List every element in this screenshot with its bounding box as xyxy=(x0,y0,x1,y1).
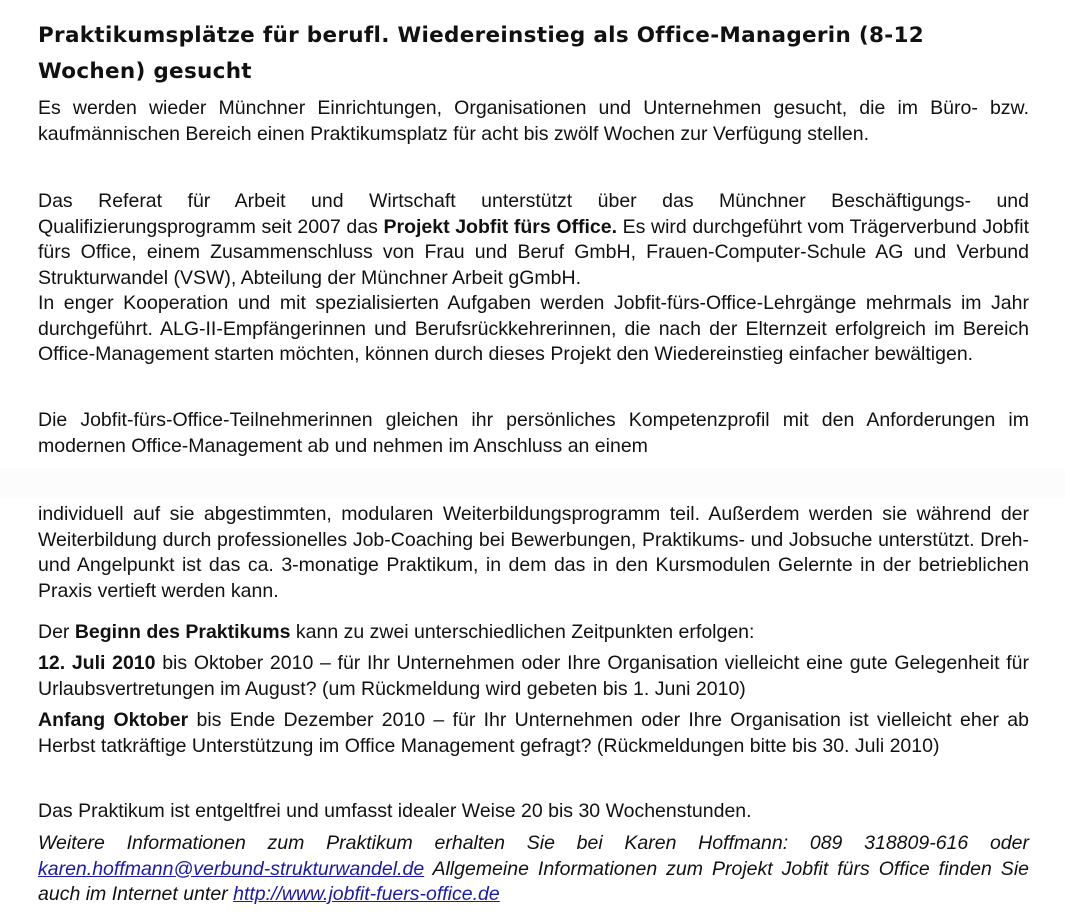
intro-paragraph: Es werden wieder Münchner Einrichtungen, Organisationen und Unternehmen gesucht, die im Büro- bzw. kaufmännischen Bereich einen Praktikumsplatz für acht bis zwölf Wochen zur Verfügung stellen. xyxy=(38,97,1029,145)
option-october-text: bis Ende Dezember 2010 – für Ihr Unternehmen oder Ihre Organisation ist vielleicht eher ab Herbst tatkräftige Unterstützung im Office Management gefragt? (Rückmeldungen bitte bis 30. Juli 2010) xyxy=(38,709,1029,757)
referat-text-after: Es wird durchgeführt vom Trägerverbund Jobfit fürs Office, einem Zusammenschluss von Frau und Beruf GmbH, Frauen-Computer-Schule AG und Verbund Strukturwandel (VSW), Abteilung der Münchner Arbeit gGmbH. xyxy=(38,215,1030,289)
referat-paragraph xyxy=(38,189,1029,291)
cooperation-paragraph: In enger Kooperation und mit spezialisierten Aufgaben werden Jobfit-fürs-Office-Lehrgänge mehrmals im Jahr durchgeführt. ALG-II-Empfängerinnen und Berufsrückkehrerinnen, die nach der Elternzeit erfolgreich im Bereich Office-Management starten möchten, können durch dieses Projekt den Wiedereinstieg einfacher bewältigen. xyxy=(38,292,1029,365)
beginning-bold: Beginn des Praktikums xyxy=(74,621,291,643)
contact-text: Weitere Informationen zum Praktikum erhalten Sie bei Karen Hoffmann: 089 318809-616 oder xyxy=(38,832,1029,854)
beginning-paragraph xyxy=(38,620,1029,646)
option-october-paragraph xyxy=(38,708,1029,759)
website-link[interactable]: http://www.jobfit-fuers-office.de xyxy=(233,883,500,905)
option-july-paragraph xyxy=(38,651,1029,702)
contact-text-2: Allgemeine Informationen zum Projekt Jobfit fürs Office finden Sie auch im Internet unter xyxy=(38,857,1029,905)
project-name: Projekt Jobfit fürs Office. xyxy=(383,215,618,238)
referat-text-before: Das Referat für Arbeit und Wirtschaft unterstützt über das Münchner Beschäftigungs- und Qualifizierungsprogramm seit 2007 das xyxy=(38,190,1029,238)
page-title: Praktikumsplätze für berufl. Wiedereinstieg als Office-Managerin (8-12 Wochen) gesucht xyxy=(38,23,924,84)
option-july-text: bis Oktober 2010 – für Ihr Unternehmen oder Ihre Organisation vielleicht eine gute Gelegenheit für Urlaubsvertretungen im August? (um Rückmeldung wird gebeten bis 1. Juni 2010) xyxy=(38,652,1029,700)
contact-paragraph xyxy=(38,831,1029,908)
beginning-text-after: kann zu zwei unterschiedlichen Zeitpunkten erfolgen: xyxy=(290,621,755,643)
participants-paragraph-continued: individuell auf sie abgestimmten, modularen Weiterbildungsprogramm teil. Außerdem werden sie während der Weiterbildung durch professionelles Job-Coaching bei Bewerbungen, Praktikums- und Jobsuche unterstützt. Dreh- und Angelpunkt ist das ca. 3-monatige Praktikum, in dem das in den Kursmodulen Gelernte in der betrieblichen Praxis vertieft werden kann. xyxy=(38,503,1029,602)
participants-paragraph-start: Die Jobfit-fürs-Office-Teilnehmerinnen gleichen ihr persönliches Kompetenzprofil mit den Anforderungen im modernen Office-Management ab und nehmen im Anschluss an einem xyxy=(38,409,1029,457)
fee-paragraph: Das Praktikum ist entgeltfrei und umfasst idealer Weise 20 bis 30 Wochenstunden. xyxy=(38,800,752,822)
option-july-date: 12. Juli 2010 xyxy=(38,652,156,674)
page-break-gap xyxy=(0,468,1065,498)
beginning-text-before: Der xyxy=(38,621,75,643)
email-link[interactable]: karen.hoffmann@verbund-strukturwandel.de xyxy=(38,857,425,880)
option-october-date: Anfang Oktober xyxy=(38,709,189,731)
